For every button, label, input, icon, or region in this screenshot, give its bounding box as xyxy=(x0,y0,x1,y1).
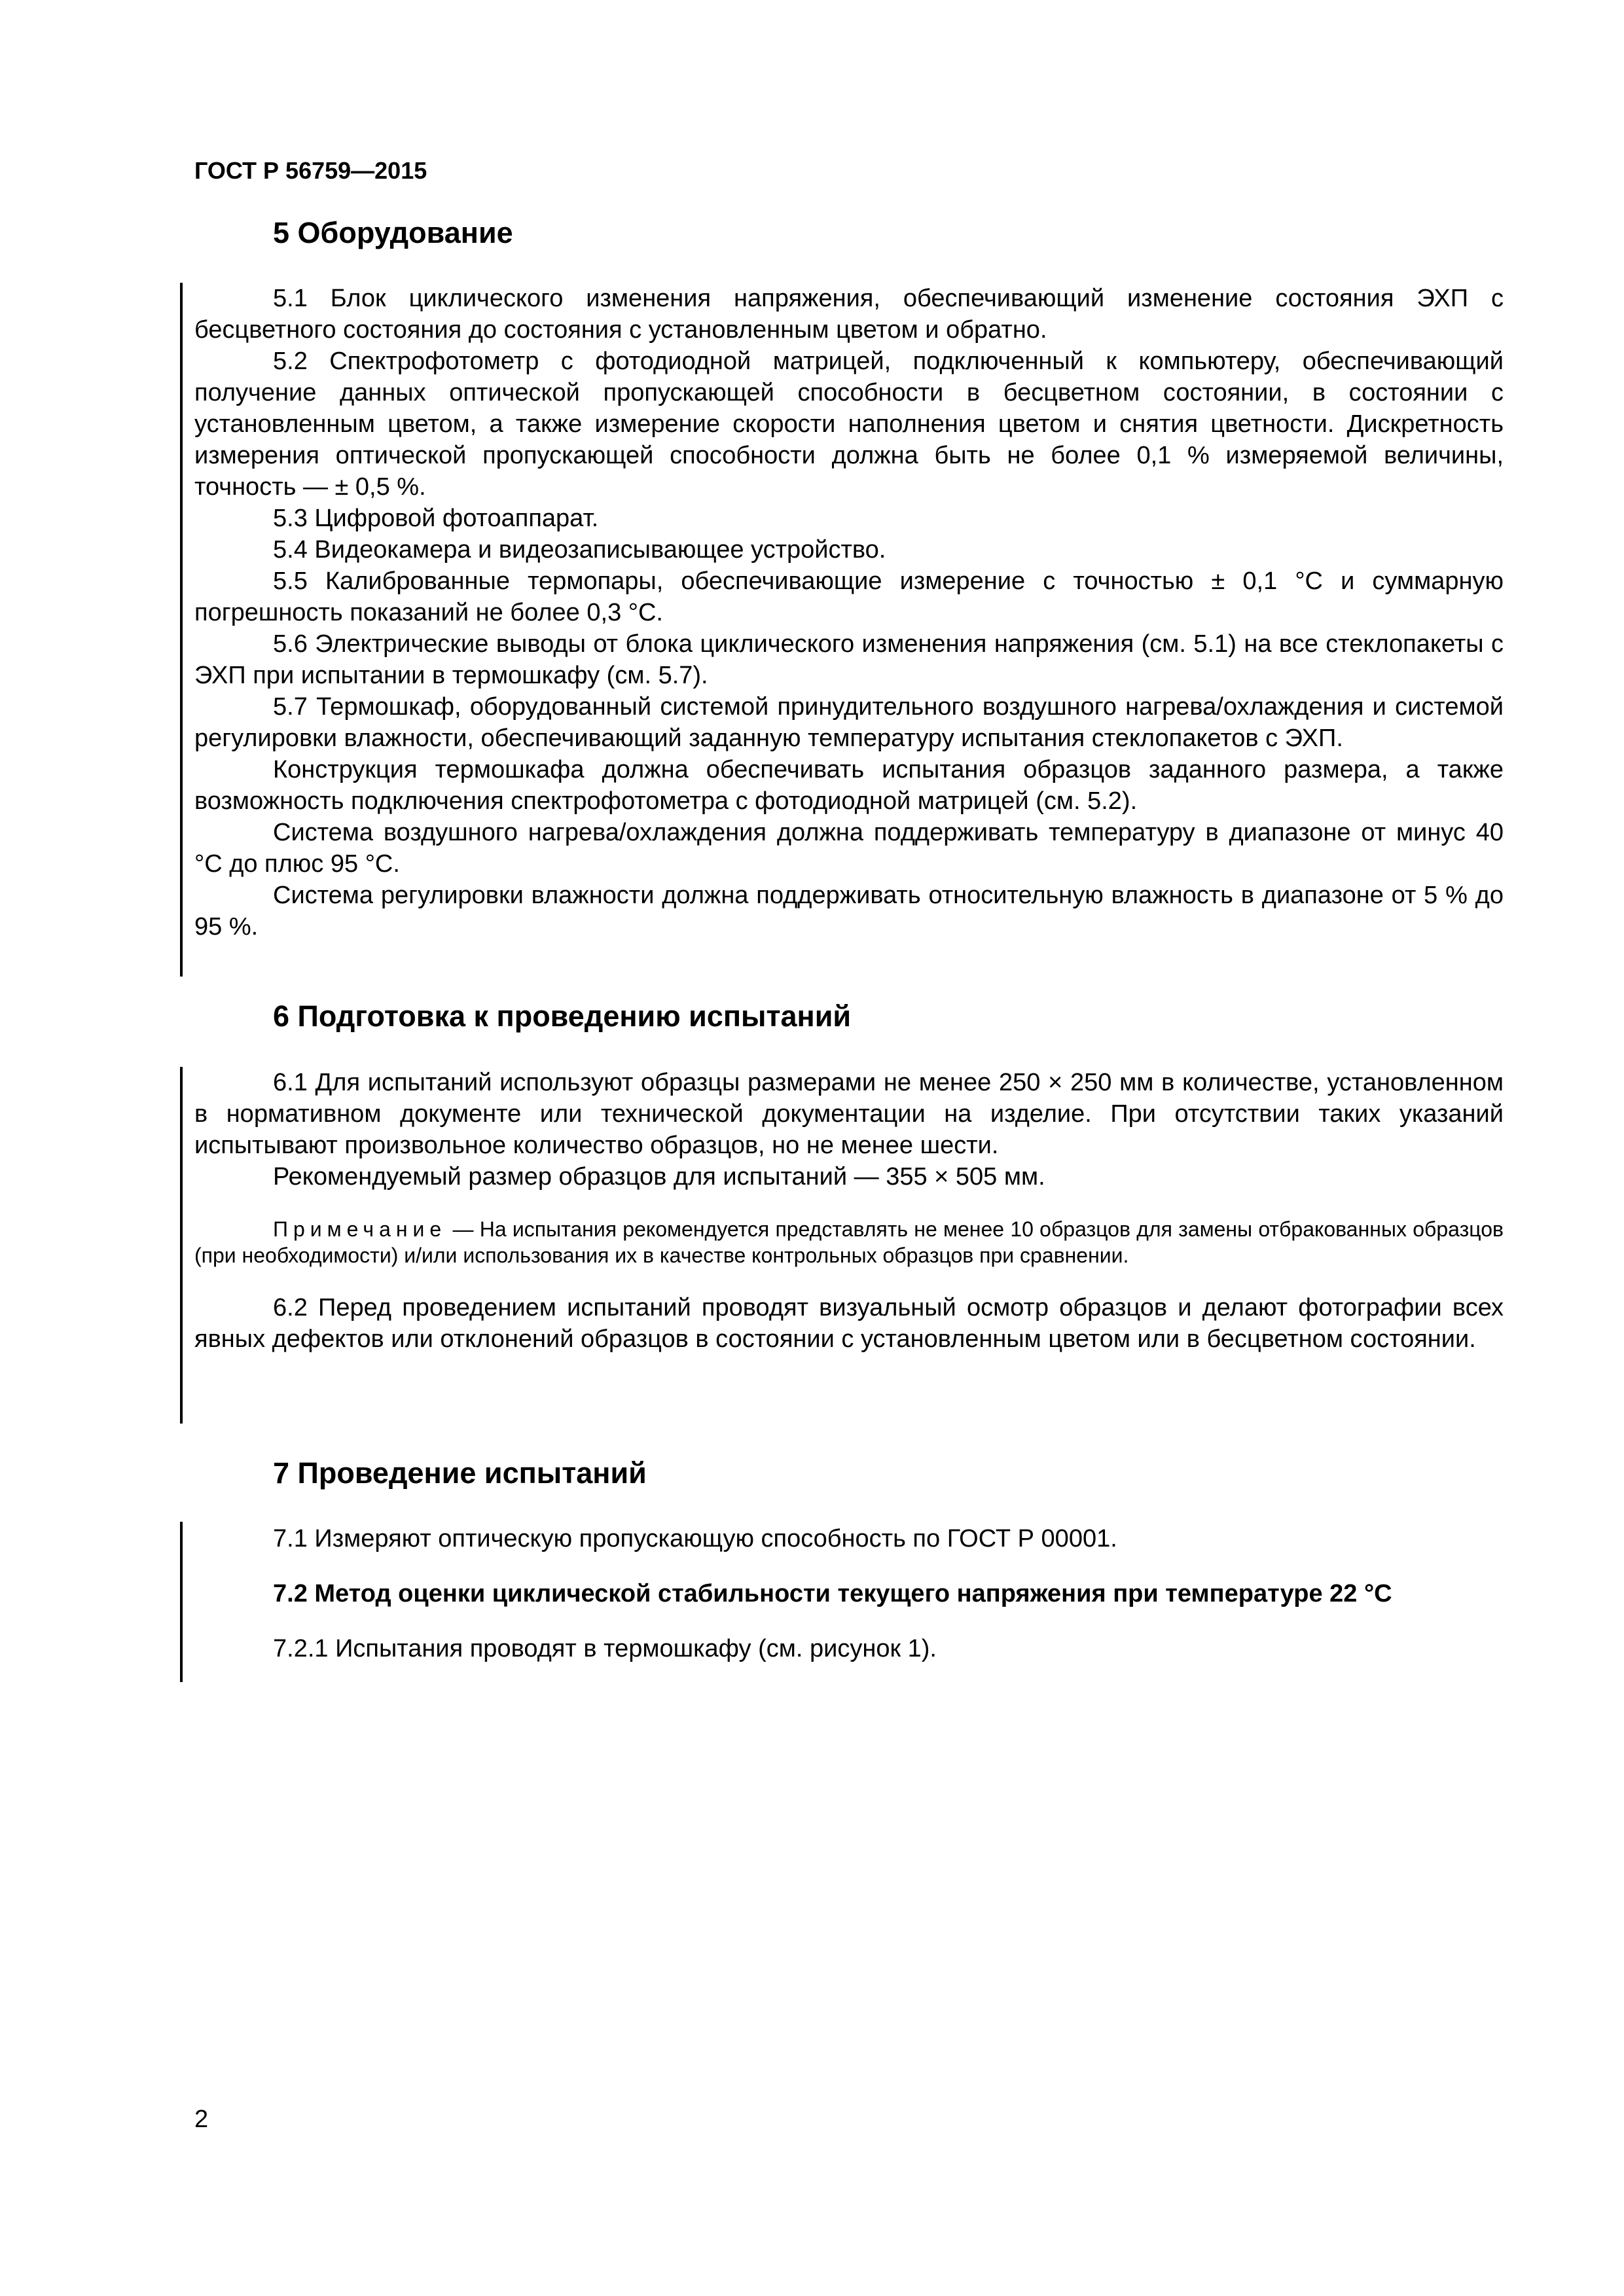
paragraph-7-1: 7.1 Измеряют оптическую пропускающую способность по ГОСТ Р 00001. xyxy=(273,1525,1117,1552)
section-6-title: 6 Подготовка к проведению испытаний xyxy=(273,999,852,1033)
paragraph-5-7-design: Конструкция термошкафа должна обеспечивать испытания образцов заданного размера, а также возможность подключения спектрофотометра с фотодиодной матрицей (см. 5.2). xyxy=(194,756,1504,815)
section-6-body xyxy=(194,1067,1504,1355)
paragraph-7-2: 7.2 Метод оценки циклической стабильности текущего напряжения при температуре 22 °С xyxy=(273,1580,1392,1607)
paragraph-6-1: 6.1 Для испытаний используют образцы размерами не менее 250 × 250 мм в количестве, установленном в нормативном документе или технической документации на изделие. При отсутствии таких указаний испытывают произвольное количество образцов, но не менее шести. xyxy=(194,1069,1504,1159)
document-header: ГОСТ Р 56759—2015 xyxy=(194,157,427,184)
paragraph-6-2: 6.2 Перед проведением испытаний проводят визуальный осмотр образцов и делают фотографии всех явных дефектов или отклонений образцов в состоянии с установленным цветом или в бесцветном состоянии. xyxy=(194,1294,1504,1353)
change-bar xyxy=(180,1522,183,1682)
paragraph-5-3: 5.3 Цифровой фотоаппарат. xyxy=(273,505,599,532)
note-label: Примечание xyxy=(273,1217,447,1241)
paragraph-5-2: 5.2 Спектрофотометр с фотодиодной матрицей, подключенный к компьютеру, обеспечивающий получение данных оптической пропускающей способности в бесцветном состоянии, в состоянии с установленным цветом, а также измерение скорости наполнения цветом и снятия цветности. Дискретность измерения оптической пропускающей способности должна быть не более 0,1 % измеряемой величины, точность — ± 0,5 %. xyxy=(194,348,1504,501)
paragraph-5-7-humidity: Система регулировки влажности должна поддерживать относительную влажность в диапазоне от 5 % до 95 %. xyxy=(194,882,1504,941)
paragraph-5-7-heating: Система воздушного нагрева/охлаждения должна поддерживать температуру в диапазоне от минус 40 °С до плюс 95 °С. xyxy=(194,819,1504,878)
paragraph-5-5: 5.5 Калиброванные термопары, обеспечивающие измерение с точностью ± 0,1 °С и суммарную погрешность показаний не более 0,3 °С. xyxy=(194,567,1504,626)
change-bar xyxy=(180,1067,183,1424)
paragraph-7-2-1: 7.2.1 Испытания проводят в термошкафу (см. рисунок 1). xyxy=(273,1635,937,1662)
note-text: — На испытания рекомендуется представлять не менее 10 образцов для замены отбракованных образцов (при необходимости) и/или использования их в качестве контрольных образцов при сравнении. xyxy=(194,1217,1504,1267)
note xyxy=(194,1216,1504,1268)
paragraph-5-6: 5.6 Электрические выводы от блока циклического изменения напряжения (см. 5.1) на все стеклопакеты с ЭХП при испытании в термошкафу (см. 5.7). xyxy=(194,630,1504,689)
paragraph-5-1: 5.1 Блок циклического изменения напряжения, обеспечивающий изменение состояния ЭХП с бесцветного состояния до состояния с установленным цветом и обратно. xyxy=(194,285,1504,344)
paragraph-5-7: 5.7 Термошкаф, оборудованный системой принудительного воздушного нагрева/охлаждения и системой регулировки влажности, обеспечивающий заданную температуру испытания стеклопакетов с ЭХП. xyxy=(194,693,1504,752)
section-7-title: 7 Проведение испытаний xyxy=(273,1456,647,1490)
section-7-body xyxy=(194,1523,1504,1664)
section-5-title: 5 Оборудование xyxy=(273,216,513,249)
section-5-body xyxy=(194,283,1504,942)
paragraph-6-1-recommended: Рекомендуемый размер образцов для испытаний — 355 × 505 мм. xyxy=(273,1163,1045,1191)
paragraph-5-4: 5.4 Видеокамера и видеозаписывающее устройство. xyxy=(273,536,886,564)
page-number: 2 xyxy=(194,2106,209,2133)
change-bar xyxy=(180,283,183,977)
